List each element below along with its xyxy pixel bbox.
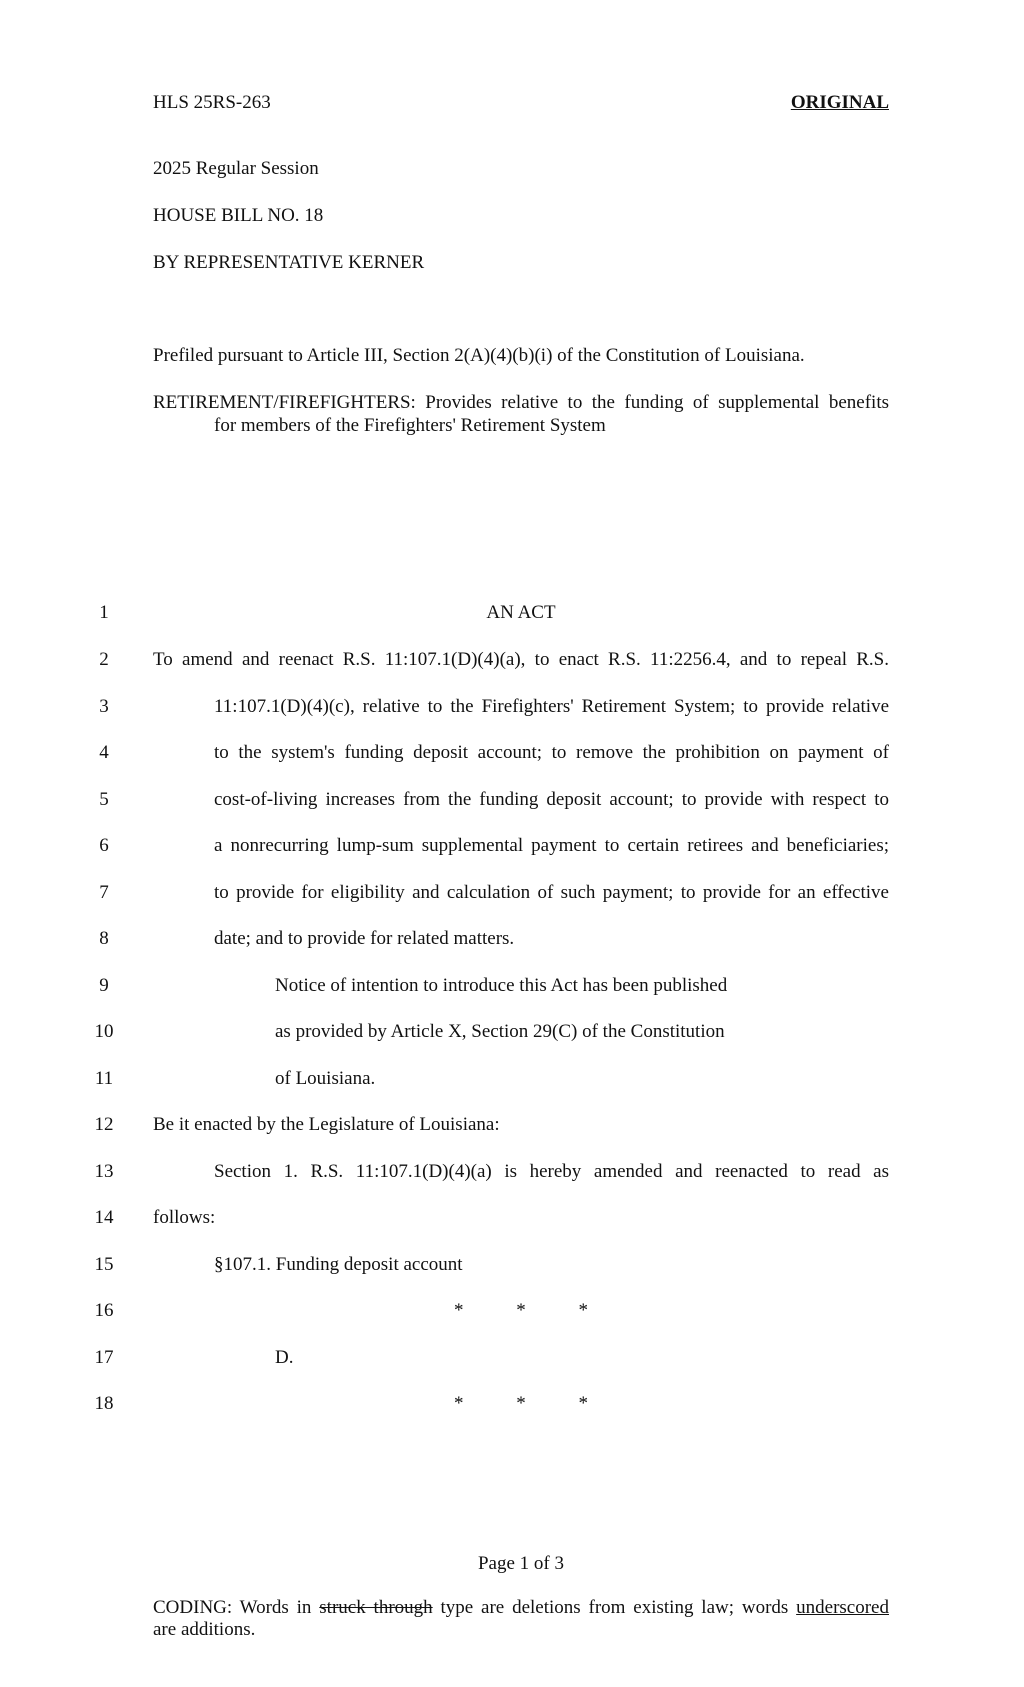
line-number: 14 [94, 1207, 114, 1228]
document-id: HLS 25RS-263 [153, 92, 271, 113]
coding-line-2: are additions. [153, 1619, 256, 1640]
title-line: to provide for eligibility and calculation of such payment; to provide for an effective [214, 882, 889, 903]
enacting-clause: Be it enacted by the Legislature of Louisiana: [153, 1114, 500, 1135]
act-title: AN ACT [486, 602, 556, 623]
title-line: date; and to provide for related matters. [214, 928, 515, 949]
page-number: Page 1 of 3 [477, 1553, 564, 1574]
underscored-sample: underscored [796, 1597, 889, 1618]
line-number: 17 [94, 1347, 114, 1368]
section-line: follows: [153, 1207, 216, 1228]
statute-heading: §107.1. Funding deposit account [214, 1254, 463, 1275]
title-line: to the system's funding deposit account; to remove the prohibition on payment of [214, 742, 889, 763]
line-number: 2 [99, 649, 109, 670]
line-number: 8 [99, 928, 109, 949]
coding-prefix: CODING: Words in [153, 1597, 320, 1618]
coding-line-1 [153, 1597, 889, 1619]
coding-middle: type are deletions from existing law; words [432, 1597, 797, 1618]
line-number: 9 [99, 975, 109, 996]
subsection-label: D. [275, 1347, 294, 1368]
title-line: 11:107.1(D)(4)(c), relative to the Firefighters' Retirement System; to provide relative [214, 696, 889, 717]
section-line: Section 1. R.S. 11:107.1(D)(4)(a) is hereby amended and reenacted to read as [214, 1161, 889, 1182]
title-line: cost-of-living increases from the funding deposit account; to provide with respect to [214, 789, 889, 810]
coding-note [153, 1597, 889, 1641]
line-number: 4 [99, 742, 109, 763]
notice-line: Notice of intention to introduce this Act has been published [275, 975, 728, 996]
caption-line-2: for members of the Firefighters' Retirement System [214, 415, 606, 436]
line-number: 18 [94, 1393, 114, 1414]
caption-line-1: RETIREMENT/FIREFIGHTERS: Provides relative to the funding of supplemental benefits [153, 392, 889, 413]
author-line: BY REPRESENTATIVE KERNER [153, 252, 425, 273]
notice-line: as provided by Article X, Section 29(C) of the Constitution [275, 1021, 725, 1042]
line-number: 12 [94, 1114, 114, 1135]
title-line: a nonrecurring lump-sum supplemental payment to certain retirees and beneficiaries; [214, 835, 889, 856]
line-number: 6 [99, 835, 109, 856]
line-number: 1 [99, 602, 109, 623]
title-line: To amend and reenact R.S. 11:107.1(D)(4)(a), to enact R.S. 11:2256.4, and to repeal R.S. [153, 649, 889, 670]
struck-through-sample: struck through [319, 1597, 433, 1618]
status-label: ORIGINAL [790, 92, 889, 113]
line-number: 13 [94, 1161, 114, 1182]
line-number: 3 [99, 696, 109, 717]
notice-line: of Louisiana. [275, 1068, 376, 1089]
omission-stars: * * * [454, 1393, 588, 1414]
line-number: 11 [94, 1068, 114, 1089]
prefiled-note: Prefiled pursuant to Article III, Section 2(A)(4)(b)(i) of the Constitution of Louisiana. [153, 345, 805, 366]
omission-stars: * * * [454, 1300, 588, 1321]
line-number: 15 [94, 1254, 114, 1275]
line-number: 5 [99, 789, 109, 810]
line-number: 16 [94, 1300, 114, 1321]
bill-number: HOUSE BILL NO. 18 [153, 205, 324, 226]
line-number: 10 [94, 1021, 114, 1042]
line-number: 7 [99, 882, 109, 903]
session-label: 2025 Regular Session [153, 158, 319, 179]
